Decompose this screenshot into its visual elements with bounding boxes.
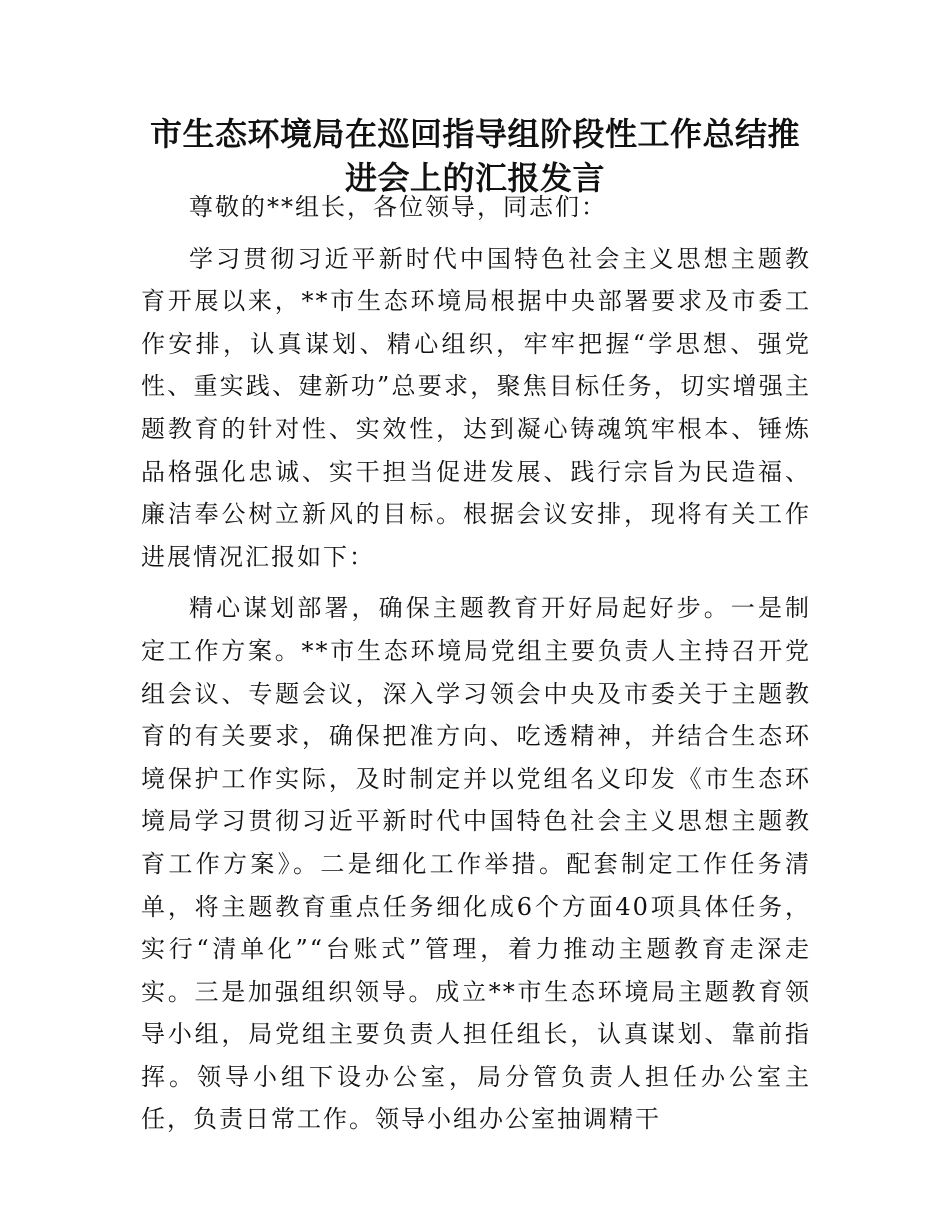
paragraph-intro: 学习贯彻习近平新时代中国特色社会主义思想主题教育开展以来，**市生态环境局根据中央部署要求及市委工作安排，认真谋划、精心组织，牢牢把握“学思想、强党性、重实践、建新功”总要求，聚焦目标任务，切实增强主题教育的针对性、实效性，达到凝心铸魂筑牢根本、锤炼品格强化忠诚、实干担当促进发展、践行宗旨为民造福、廉洁奉公树立新风的目标。根据会议安排，现将有关工作进展情况汇报如下：	[141, 244, 811, 571]
title-line-2: 进会上的汇报发言	[344, 159, 605, 197]
title-line-1: 市生态环境局在巡回指导组阶段性工作总结推	[149, 115, 800, 153]
salutation: 尊敬的**组长，各位领导，同志们：	[189, 193, 607, 221]
document-body	[141, 186, 811, 1150]
paragraph-planning: 精心谋划部署，确保主题教育开好局起好步。一是制定工作方案。**市生态环境局党组主要负责人主持召开党组会议、专题会议，深入学习领会中央及市委关于主题教育的有关要求，确保把准方向、吃透精神，并结合生态环境保护工作实际，及时制定并以党组名义印发《市生态环境局学习贯彻习近平新时代中国特色社会主义思想主题教育工作方案》。二是细化工作举措。配套制定工作任务清单，将主题教育重点任务细化成6个方面40项具体任务，实行“清单化”“台账式”管理，着力推动主题教育走深走实。三是加强组织领导。成立**市生态环境局主题教育领导小组，局党组主要负责人担任组长，认真谋划、靠前指挥。领导小组下设办公室，局分管负责人担任办公室主任，负责日常工作。领导小组办公室抽调精干	[141, 594, 811, 1134]
